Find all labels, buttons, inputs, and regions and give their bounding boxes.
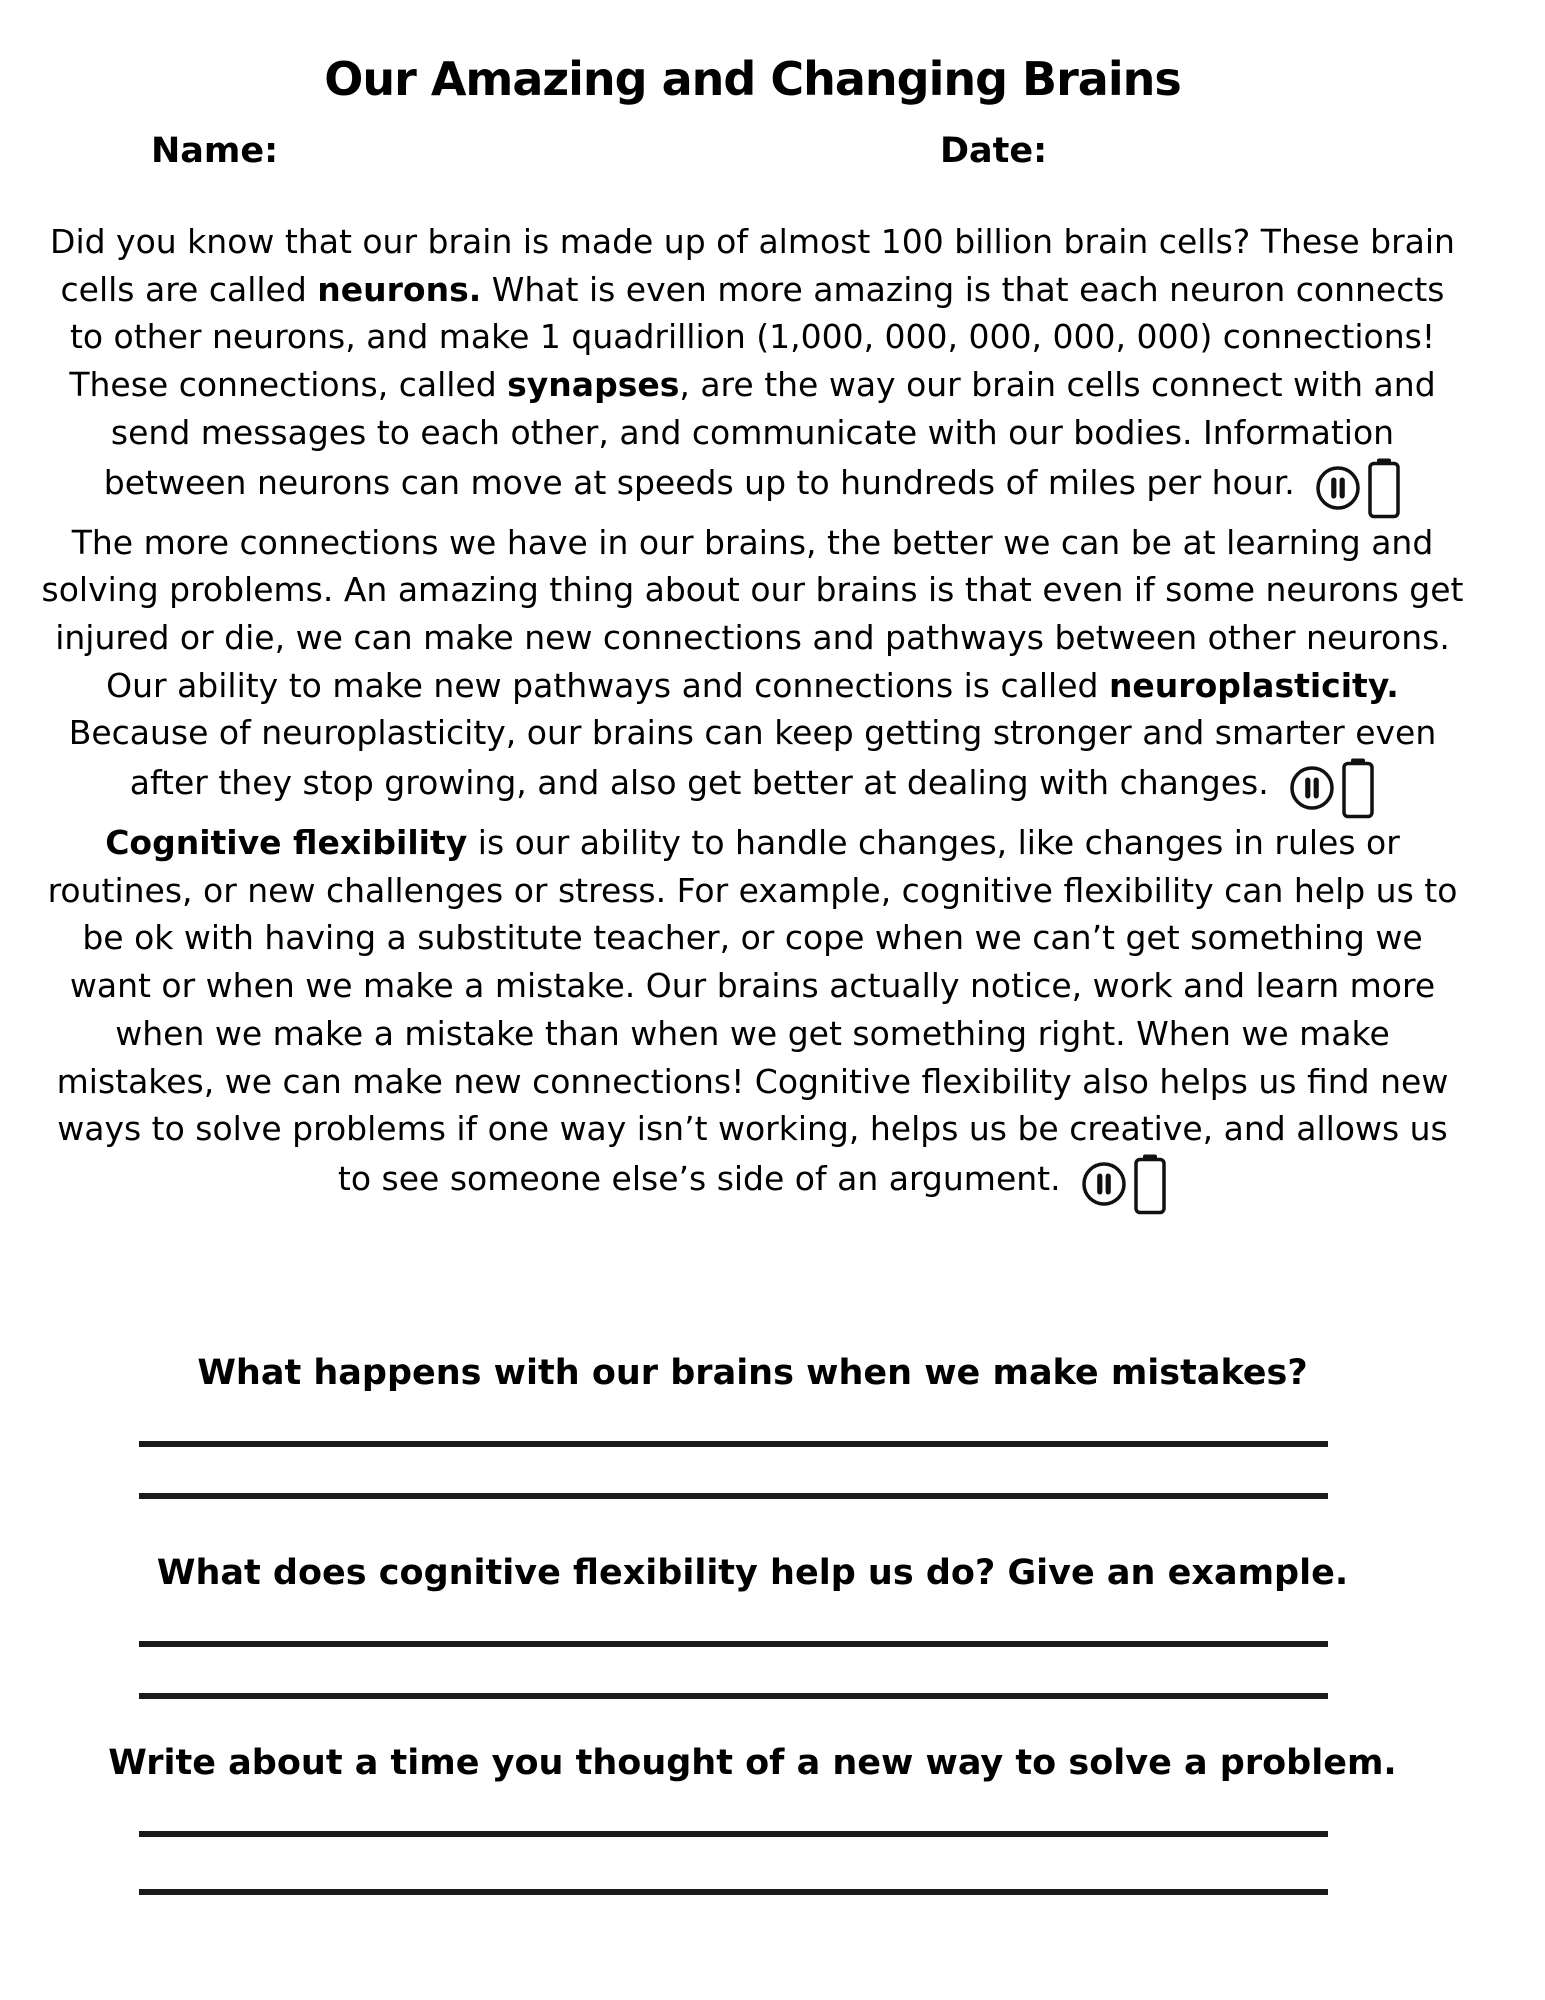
question-prompt: What does cognitive flexibility help us do? Give an example. [156, 1553, 1349, 1593]
pause-button-icon [1315, 465, 1361, 511]
question-block [40, 1741, 1465, 1895]
page-title: Our Amazing and Changing Brains [324, 52, 1181, 106]
battery-icon [1341, 757, 1375, 819]
passage-paragraph [40, 519, 1465, 820]
battery-icon [1367, 457, 1401, 519]
date-label: Date: [940, 131, 1048, 171]
question-prompt: What happens with our brains when we make mistakes? [197, 1353, 1308, 1393]
name-label: Name: [151, 131, 279, 171]
key-term: neurons. [317, 269, 482, 309]
passage-text: What is even more amazing is that each neuron connects to other neurons, and make 1 quadrillion (1,000, 000, 000, 000, 000) connections! These connections, called [69, 269, 1445, 405]
passage-text: , are the way our brain cells connect with and send messages to each other, and communicate with our bodies. Information between neurons can move at speeds up to hundreds of miles per hour. [103, 365, 1436, 502]
answer-line [139, 1493, 1328, 1499]
passage-paragraph [40, 819, 1465, 1215]
passage-text: is our ability to handle changes, like changes in rules or routines, or new challenges or stress. For example, cognitive flexibility can help us to be ok with having a substitute teacher, or cope when we can’t get something we want or when we make a mistake. Our brains actually notice, work and learn more when we make a mistake than when we get something right. When we make mistakes, we can make new connections! Cognitive flexibility also helps us find new ways to solve problems if one way isn’t working, helps us be creative, and allows us to see someone else’s side of an argument. [47, 823, 1458, 1198]
passage-text: Did you know that our brain is made up of almost 100 billion brain cells? These brain cells are called [50, 222, 1455, 309]
name-date-row [40, 131, 1465, 177]
key-term: synapses [507, 365, 680, 405]
answer-line [139, 1641, 1328, 1647]
pause-button-icon [1081, 1161, 1127, 1207]
passage-text: Because of neuroplasticity, our brains can keep getting stronger and smarter even after they stop growing, and also get better at dealing with changes. [68, 713, 1437, 803]
passage-text: The more connections we have in our brains, the better we can be at learning and solving problems. An amazing thing about our brains is that even if some neurons get injured or die, we can make new connections and pathways between other neurons. Our ability to make new pathways and connections is called [41, 522, 1464, 705]
reading-passage [40, 218, 1465, 1215]
question-block [40, 1351, 1465, 1499]
pause-button-icon [1289, 765, 1335, 811]
passage-paragraph [40, 218, 1465, 519]
question-prompt: Write about a time you thought of a new way to solve a problem. [108, 1743, 1397, 1783]
answer-line [139, 1693, 1328, 1699]
battery-icon [1133, 1153, 1167, 1215]
key-term: neuroplasticity. [1108, 665, 1399, 705]
answer-line [139, 1889, 1328, 1895]
answer-line [139, 1441, 1328, 1447]
key-term: Cognitive flexibility [105, 823, 468, 863]
answer-line [139, 1831, 1328, 1837]
question-block [40, 1551, 1465, 1699]
